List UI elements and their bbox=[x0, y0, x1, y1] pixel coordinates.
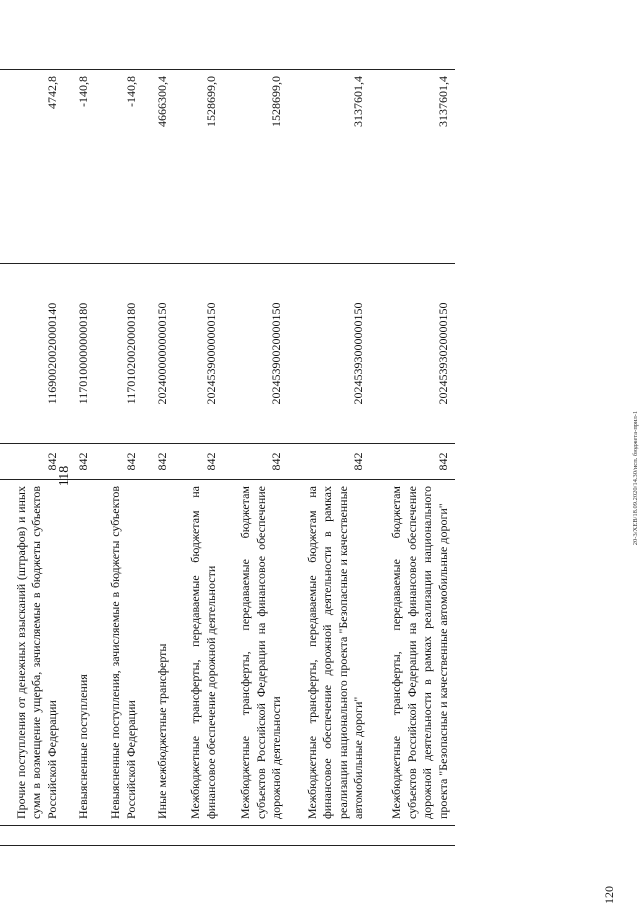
admin-code-cell: 842 bbox=[289, 444, 371, 480]
table-row bbox=[371, 70, 455, 846]
income-name-cell: Межбюджетные трансферты, передаваемые бюджетам субъектов Российской Федерации на финансовое обеспечение дорожной деятельности в рамках реализации национального проекта "Безопасные и качественные автомобильные дороги" bbox=[371, 480, 455, 826]
income-name-cell: Невыясненные поступления bbox=[64, 480, 96, 826]
table-row bbox=[223, 70, 288, 846]
table-row bbox=[143, 70, 175, 846]
admin-code-cell: 842 bbox=[143, 444, 175, 480]
amount-cell: 1528699,0 bbox=[175, 70, 223, 264]
admin-code-cell: 842 bbox=[96, 444, 143, 480]
income-name-cell: Прочие поступления от денежных взысканий (штрафов) и иных сумм в возмещение ущерба, зачисляемые в бюджеты субъектов Российской Федерации bbox=[0, 480, 64, 826]
budget-table bbox=[0, 69, 455, 846]
income-name-cell: Иные межбюджетные трансферты bbox=[143, 480, 175, 826]
income-name-cell: Невыясненные поступления, зачисляемые в бюджеты субъектов Российской Федерации bbox=[96, 480, 143, 826]
table-row bbox=[289, 70, 371, 846]
table-row bbox=[0, 70, 64, 846]
row-index-cell bbox=[64, 826, 96, 846]
admin-code-cell: 842 bbox=[223, 444, 288, 480]
income-name-cell: Межбюджетные трансферты, передаваемые бюджетам субъектов Российской Федерации на финансовое обеспечение дорожной деятельности bbox=[223, 480, 288, 826]
row-index-cell bbox=[289, 826, 371, 846]
amount-cell: -140,8 bbox=[96, 70, 143, 264]
admin-code-cell: 842 bbox=[371, 444, 455, 480]
budget-code-cell: 20240000000000150 bbox=[143, 264, 175, 444]
budget-code-cell: 20245390020000150 bbox=[223, 264, 288, 444]
admin-code-cell: 842 bbox=[0, 444, 64, 480]
budget-code-cell: 11690020020000140 bbox=[0, 264, 64, 444]
amount-cell: 1528699,0 bbox=[223, 70, 288, 264]
row-index-cell bbox=[0, 826, 64, 846]
budget-table-wrapper bbox=[0, 70, 455, 846]
amount-cell: 3137601,4 bbox=[289, 70, 371, 264]
amount-cell: 3137601,4 bbox=[371, 70, 455, 264]
budget-code-cell: 11701000000000180 bbox=[64, 264, 96, 444]
amount-cell: -140,8 bbox=[64, 70, 96, 264]
page-number: 118 bbox=[57, 465, 72, 487]
row-index-cell bbox=[223, 826, 288, 846]
table-row bbox=[96, 70, 143, 846]
budget-code-cell: 11701020020000180 bbox=[96, 264, 143, 444]
income-name-cell: Межбюджетные трансферты, передаваемые бюджетам на финансовое обеспечение дорожной деятельности bbox=[175, 480, 223, 826]
row-index-cell bbox=[371, 826, 455, 846]
budget-code-cell: 20245390000000150 bbox=[175, 264, 223, 444]
bottom-page-number: 120 bbox=[602, 886, 616, 904]
document-code: 20-3/ХЕВ/18.09.2020/14.30/исп. бюджета-прил-1 bbox=[632, 410, 639, 546]
amount-cell: 4666300,4 bbox=[143, 70, 175, 264]
row-index-cell bbox=[96, 826, 143, 846]
budget-code-cell: 20245393000000150 bbox=[289, 264, 371, 444]
admin-code-cell: 842 bbox=[64, 444, 96, 480]
income-name-cell: Межбюджетные трансферты, передаваемые бюджетам на финансовое обеспечение дорожной деятельности в рамках реализации национального проекта "Безопасные и качественные автомобильные дороги" bbox=[289, 480, 371, 826]
row-index-cell bbox=[143, 826, 175, 846]
table-row bbox=[64, 70, 96, 846]
row-index-cell bbox=[175, 826, 223, 846]
admin-code-cell: 842 bbox=[175, 444, 223, 480]
budget-code-cell: 20245393020000150 bbox=[371, 264, 455, 444]
table-row bbox=[175, 70, 223, 846]
amount-cell: 4742,8 bbox=[0, 70, 64, 264]
